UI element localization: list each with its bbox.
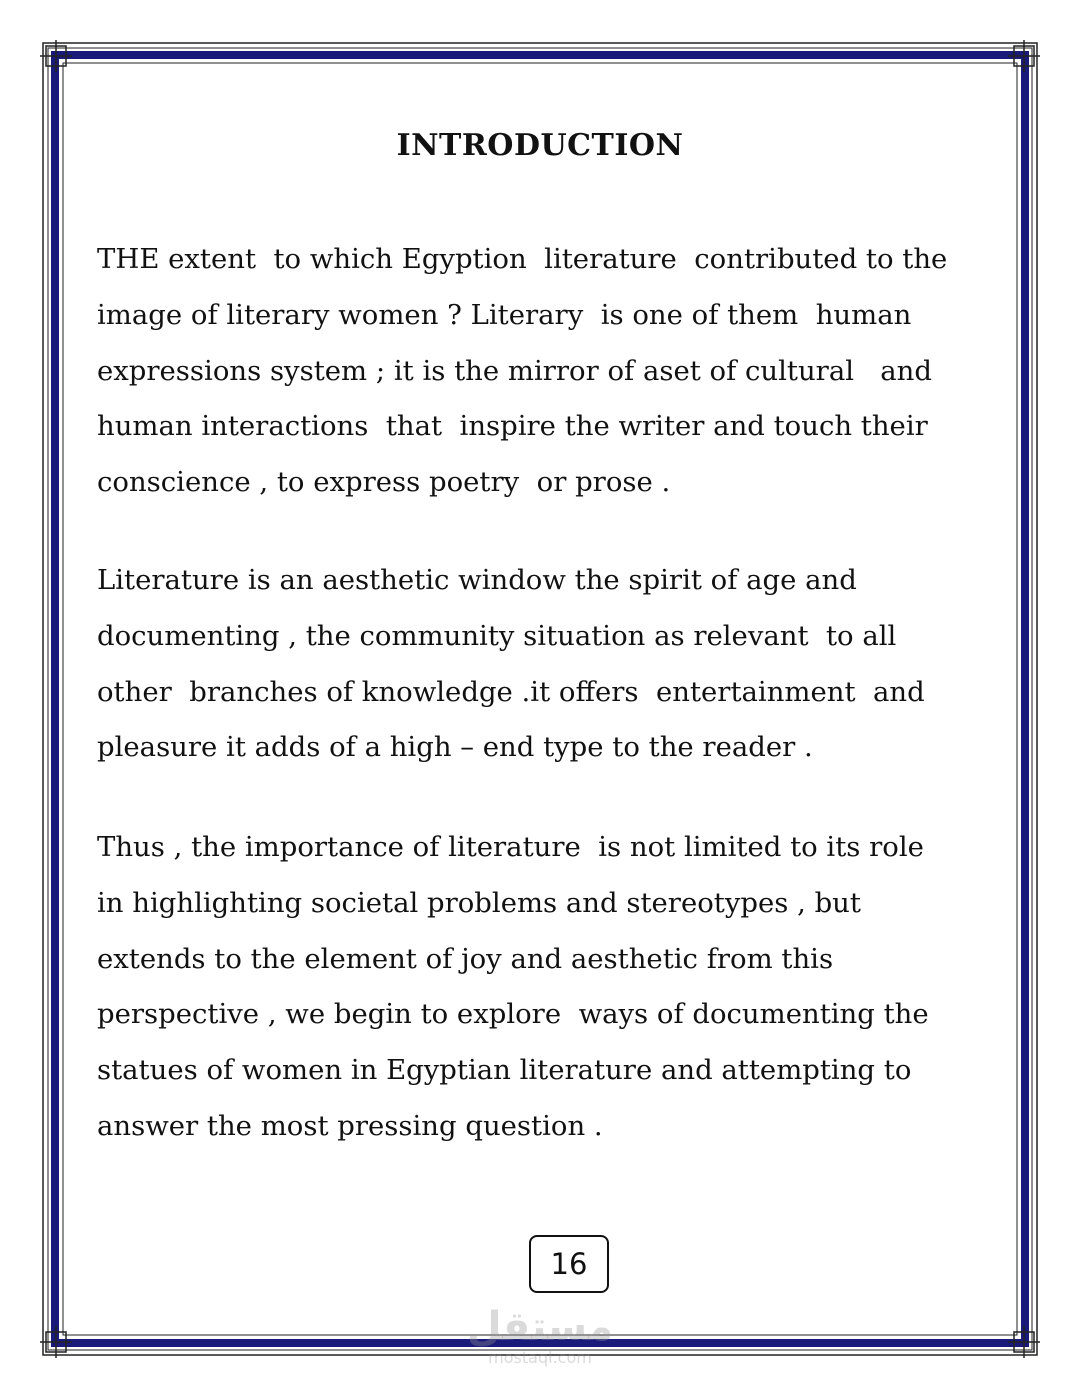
- paragraph-line: in highlighting societal problems and stereotypes , but: [97, 886, 861, 919]
- paragraph-line: answer the most pressing question .: [97, 1109, 603, 1142]
- paragraph-line: extends to the element of joy and aesthetic from this: [97, 942, 834, 975]
- paragraph-line: Thus , the importance of literature is not limited to its role: [97, 831, 924, 863]
- paragraph-line: image of literary women ? Literary is one of them human: [97, 298, 912, 331]
- paragraph-line: THE extent to which Egyption literature contributed to the: [97, 243, 948, 275]
- paragraph-line: documenting , the community situation as relevant to all: [97, 619, 897, 652]
- paragraph-line: human interactions that inspire the writer and touch their: [97, 410, 928, 443]
- paragraph-line: expressions system ; it is the mirror of aset of cultural and: [97, 354, 932, 387]
- paragraph-line: other branches of knowledge .it offers entertainment and: [97, 675, 925, 708]
- watermark-logo: [460, 1305, 620, 1367]
- paragraph-line: statues of women in Egyptian literature and attempting to: [97, 1054, 912, 1087]
- page-number: 16: [529, 1235, 609, 1293]
- paragraph-line: conscience , to express poetry or prose .: [97, 466, 671, 499]
- page-title: INTRODUCTION: [396, 128, 684, 163]
- paragraph-3: [97, 820, 977, 1155]
- paragraph-2: [97, 553, 977, 776]
- paragraph-1: [97, 232, 977, 511]
- watermark-arabic: مستقل: [466, 1304, 614, 1350]
- paragraph-line: perspective , we begin to explore ways of documenting the: [97, 998, 929, 1031]
- paragraph-line: Literature is an aesthetic window the spirit of age and: [97, 564, 857, 596]
- watermark-latin: mostaql.com: [488, 1348, 592, 1367]
- paragraph-line: pleasure it adds of a high – end type to the reader .: [97, 731, 813, 764]
